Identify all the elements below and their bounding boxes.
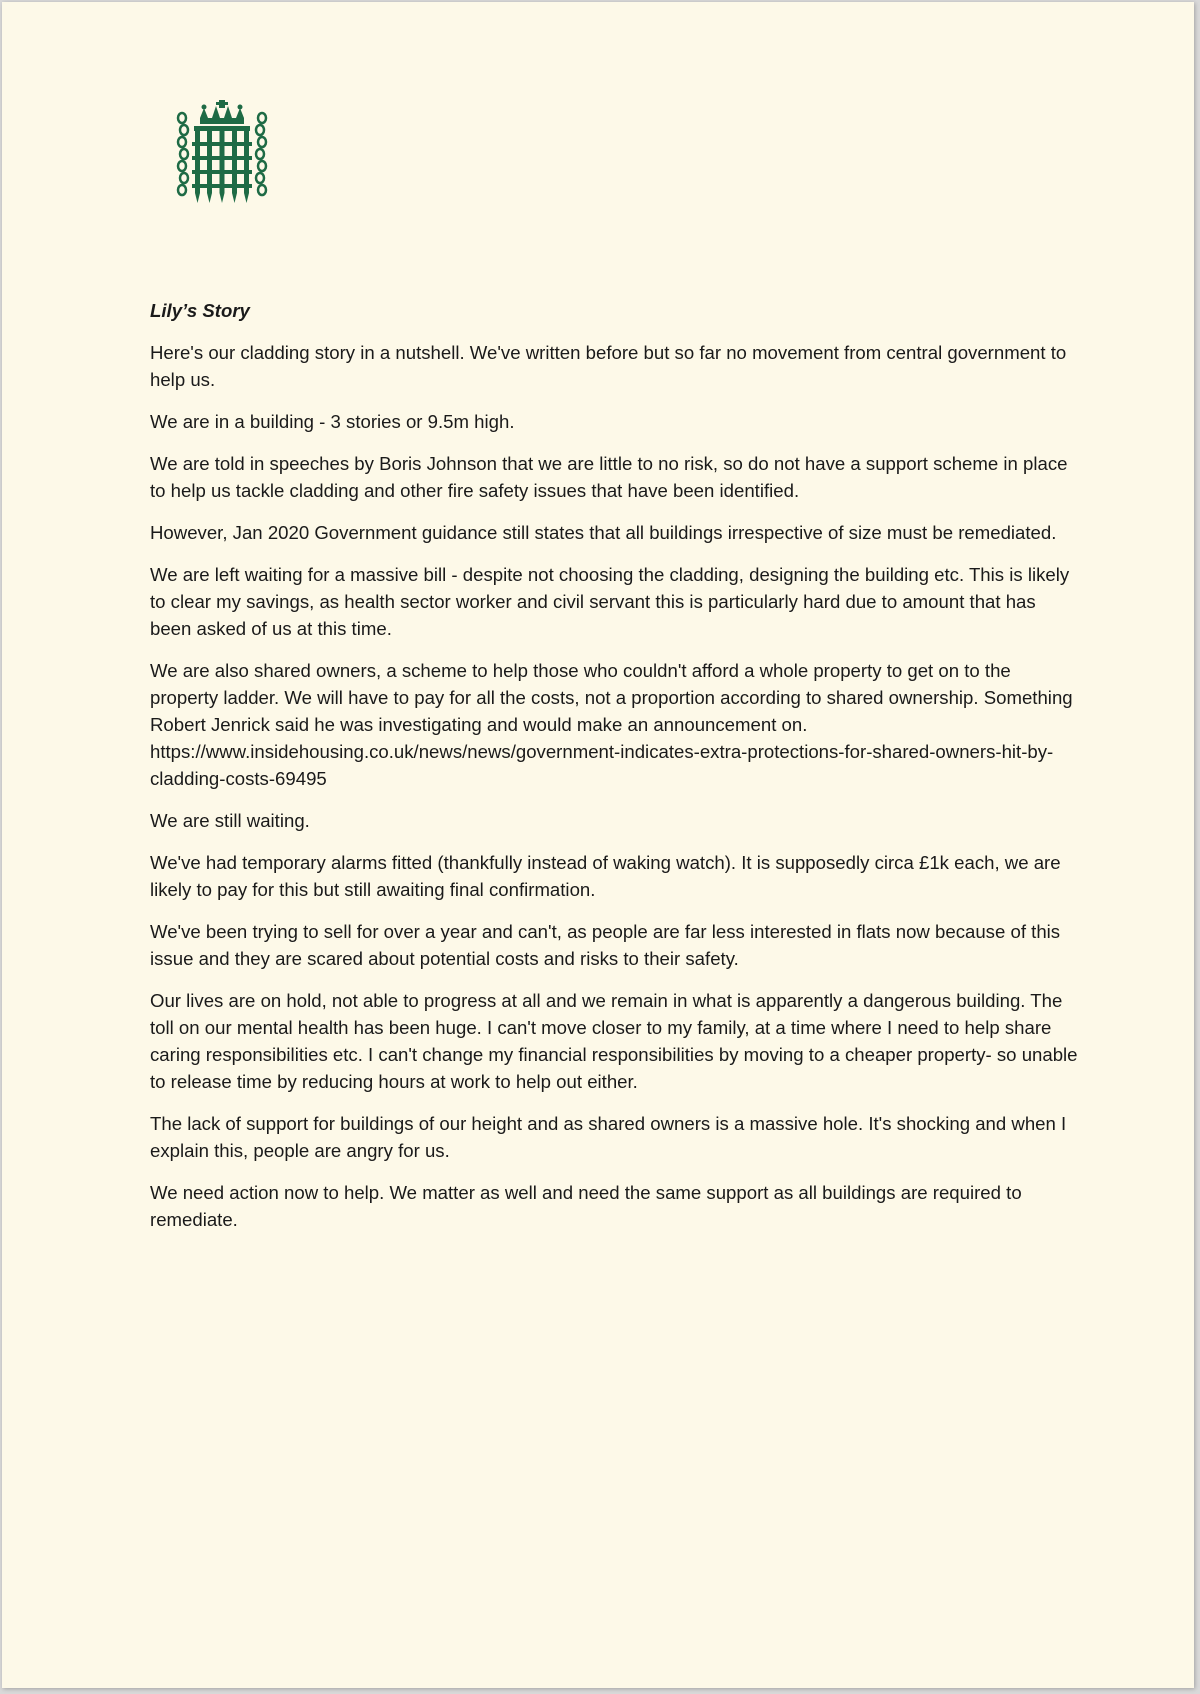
document-body xyxy=(150,297,1080,1248)
paragraph-9: We've been trying to sell for over a year and can't, as people are far less interested in flats now because of this issue and they are scared about potential costs and risks to their safety. xyxy=(150,921,1061,969)
paragraph-2: We are in a building - 3 stories or 9.5m high. xyxy=(150,411,515,432)
paragraph-1: Here's our cladding story in a nutshell. We've written before but so far no movement from central government to help us. xyxy=(150,342,1067,390)
paragraph-10: Our lives are on hold, not able to progress at all and we remain in what is apparently a dangerous building. The toll on our mental health has been huge. I can't move closer to my family, at a time where I need to help share caring responsibilities etc. I can't change my financial responsibilities by moving to a cheaper property- so unable to release time by reducing hours at work to help out either. xyxy=(150,990,1078,1092)
paragraph-6: We are also shared owners, a scheme to help those who couldn't afford a whole property to get on to the property ladder. We will have to pay for all the costs, not a proportion according to shared ownership. Something Robert Jenrick said he was investigating and would make an announcement on. https://www.insidehousing.co.uk/news/news/government-indicates-extra-protections-for-shared-owners-hit-by-cladding-costs-69495 xyxy=(150,660,1073,789)
paragraph-8: We've had temporary alarms fitted (thankfully instead of waking watch). It is supposedly circa £1k each, we are likely to pay for this but still awaiting final confirmation. xyxy=(150,852,1061,900)
paragraph-7: We are still waiting. xyxy=(150,810,310,831)
paragraph-5: We are left waiting for a massive bill - despite not choosing the cladding, designing the building etc. This is likely to clear my savings, as health sector worker and civil servant this is particularly hard due to amount that has been asked of us at this time. xyxy=(150,564,1070,639)
story-title: Lily’s Story xyxy=(150,300,250,321)
portcullis-icon xyxy=(174,100,270,204)
document-page xyxy=(2,2,1194,1688)
paragraph-12: We need action now to help. We matter as well and need the same support as all buildings are required to remediate. xyxy=(150,1182,1022,1230)
paragraph-4: However, Jan 2020 Government guidance still states that all buildings irrespective of size must be remediated. xyxy=(150,522,1057,543)
paragraph-11: The lack of support for buildings of our height and as shared owners is a massive hole. It's shocking and when I explain this, people are angry for us. xyxy=(150,1113,1067,1161)
paragraph-3: We are told in speeches by Boris Johnson that we are little to no risk, so do not have a support scheme in place to help us tackle cladding and other fire safety issues that have been identified. xyxy=(150,453,1068,501)
